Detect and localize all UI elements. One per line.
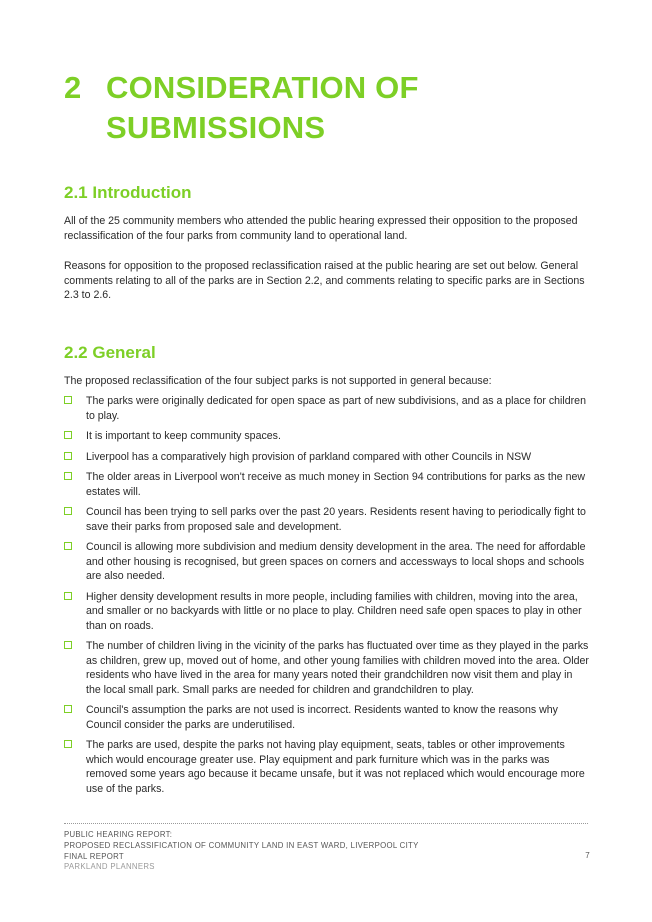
list-item: Liverpool has a comparatively high provision of parkland compared with other Councils in NSW <box>64 450 590 465</box>
footer-author: PARKLAND PLANNERS <box>64 862 155 872</box>
footer-report-status: FINAL REPORT <box>64 851 124 861</box>
general-bullet-list <box>64 394 590 802</box>
bullet-square-icon <box>64 542 72 550</box>
list-item: The number of children living in the vicinity of the parks has fluctuated over time as they played in the parks as children, grew up, moved out of home, and other young families with children moved into the area. Older residents who have lived in the area for many years noted their grandchildren now visit them and play in the local small park. Small parks are needed for children and grandchildren to play. <box>64 639 590 697</box>
bullet-square-icon <box>64 507 72 515</box>
bullet-square-icon <box>64 641 72 649</box>
list-item: Higher density development results in more people, including families with children, moving into the area, and smaller or no backyards with little or no place to play. Children need safe open spaces to play in other than on roads. <box>64 590 590 634</box>
page-number: 7 <box>585 851 590 860</box>
list-item: Council has been trying to sell parks over the past 20 years. Residents resent having to periodically fight to save their parks from proposed sale and development. <box>64 505 590 534</box>
bullet-square-icon <box>64 705 72 713</box>
list-item: The parks were originally dedicated for open space as part of new subdivisions, and as a place for children to play. <box>64 394 590 423</box>
bullet-square-icon <box>64 740 72 748</box>
page-footer <box>64 830 590 873</box>
list-item: The parks are used, despite the parks not having play equipment, seats, tables or other improvements which would encourage greater use. Play equipment and park furniture which was in the parks was removed some years ago because it became unsafe, but it was not replaced which would encourage more use of the parks. <box>64 738 590 796</box>
list-item: The older areas in Liverpool won't receive as much money in Section 94 contributions for parks as the new estates will. <box>64 470 590 499</box>
chapter-title: CONSIDERATION OF SUBMISSIONS <box>106 70 419 145</box>
list-item: Council is allowing more subdivision and medium density development in the area. The need for affordable and other housing is recognised, but green spaces on corners and accessways to local shops and schools are also needed. <box>64 540 590 584</box>
bullet-square-icon <box>64 452 72 460</box>
bullet-square-icon <box>64 592 72 600</box>
bullet-square-icon <box>64 396 72 404</box>
bullet-square-icon <box>64 472 72 480</box>
list-item: Council's assumption the parks are not used is incorrect. Residents wanted to know the reasons why Council consider the parks are underutilised. <box>64 703 590 732</box>
bullet-square-icon <box>64 431 72 439</box>
intro-paragraph-1: All of the 25 community members who attended the public hearing expressed their opposition to the proposed reclassification of the four parks from community land to operational land. <box>64 215 578 242</box>
footer-divider <box>64 823 588 824</box>
section-heading-introduction: 2.1 Introduction <box>64 183 192 202</box>
list-item: It is important to keep community spaces. <box>64 429 590 444</box>
footer-report-type: PUBLIC HEARING REPORT: <box>64 830 173 839</box>
footer-report-title: PROPOSED RECLASSIFICATION OF COMMUNITY LAND IN EAST WARD, LIVERPOOL CITY <box>64 840 419 850</box>
general-lead-paragraph: The proposed reclassification of the four subject parks is not supported in general because: <box>64 375 492 387</box>
intro-paragraph-2: Reasons for opposition to the proposed reclassification raised at the public hearing are set out below. General comments relating to all of the parks are in Section 2.2, and comments relating to specific parks are in Sections 2.3 to 2.6. <box>64 260 585 301</box>
section-heading-general: 2.2 General <box>64 343 156 362</box>
chapter-number: 2 <box>64 70 82 105</box>
